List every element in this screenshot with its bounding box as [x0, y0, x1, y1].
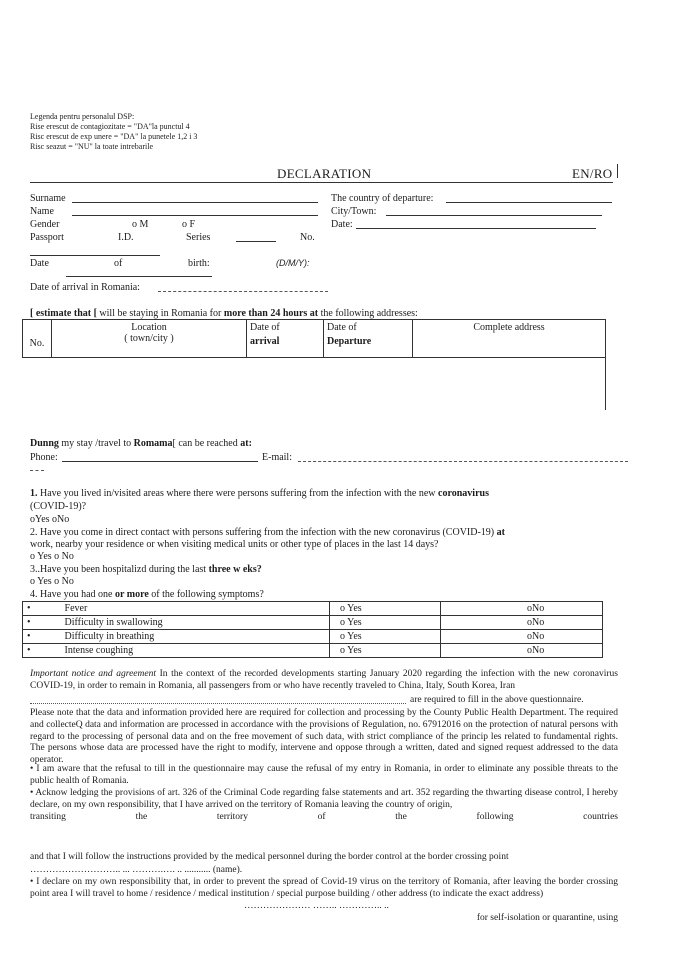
question-3-options[interactable]: o Yes o No	[30, 576, 74, 587]
departure-date-field[interactable]	[356, 228, 596, 229]
question-2-tail: work, nearby your residence or when visiting medical units or other type of places in the last 14 days?	[30, 539, 439, 550]
symptoms-table	[22, 601, 603, 658]
date-format-label: (D/M/Y):	[276, 258, 310, 268]
gender-male-option[interactable]: o M	[132, 219, 149, 230]
id-label: I.D.	[118, 232, 134, 243]
notice-paragraph-3: • I am aware that the refusal to till in the questionnaire may cause the refusal of my entry in Romania, in order to eliminate any possible threats to the public health of Romania.	[30, 764, 618, 786]
birth-date-field[interactable]	[66, 276, 212, 277]
question-1: 1. Have you lived in/visited areas where there were persons suffering from the infection with the new coronavirus	[30, 488, 489, 499]
series-label: Series	[186, 232, 211, 243]
col-location: Location ( town/city )	[52, 320, 247, 358]
symptom-yes-option[interactable]: o Yes	[330, 644, 441, 658]
email-label: E-mail:	[262, 452, 292, 463]
stay-statement: [ estimate that [ will be staying in Romania for more than 24 hours at the following addresses:	[30, 308, 418, 319]
country-departure-field[interactable]	[446, 202, 612, 203]
symptom-yes-option[interactable]: o Yes	[330, 630, 441, 644]
departure-date-label: Date:	[331, 219, 353, 230]
symptom-row	[23, 602, 603, 616]
notice-paragraph-7: for self-isolation or quarantine, using	[476, 913, 618, 923]
surname-label: Surname	[30, 193, 66, 204]
passport-no-label: No.	[300, 232, 315, 243]
notice-paragraph-5: and that I will follow the instructions provided by the medical personnel during the border control at the border crossing point	[30, 852, 509, 862]
symptom-no-option[interactable]: oNo	[441, 644, 603, 658]
legend-line-1: Rise erescut de contagiozitate = "DA"la punctul 4	[30, 122, 190, 131]
question-2-options[interactable]: o Yes o No	[30, 551, 74, 562]
symptom-row	[23, 616, 603, 630]
notice-address-field[interactable]: ………………… …….. ………….. ..	[244, 901, 389, 911]
notice-paragraph-2: Please note that the data and information provided here are required for collection and processing by the County Public Health Department. The required and collecteQ data and information are processed in accordance with the provisions of Regulation, no. 67912016 on the protection of natural persons with regard to the processing of personal data and on the free movement of such data, with strict compliance of the princip les related to fundamental rights. The persons whose data are processed have the right to modify, intervene and oppose through a written, dated and signed request addressed to the data operator.	[30, 708, 618, 766]
notice-transit-line: transiting the territory of the following countries	[30, 812, 618, 822]
date-label: Date	[30, 258, 49, 269]
notice-paragraph-1-end: are required to fill in the above questionnaire.	[410, 695, 584, 705]
passport-label: Passport	[30, 232, 64, 243]
country-departure-label: The country of departure:	[331, 193, 434, 204]
notice-border-point-field[interactable]: ……………………….. ... ……….…. .. ........... (name).	[30, 865, 243, 875]
arrival-date-field[interactable]	[158, 291, 328, 292]
question-3: 3..Have you been hospitalizd during the last three w eks?	[30, 564, 262, 575]
legend-line-2: Risc erescut de exp unere = "DA" la punetele 1,2 i 3	[30, 132, 198, 141]
symptom-name: • Difficulty in breathing	[23, 630, 182, 644]
symptom-no-option[interactable]: oNo	[441, 616, 603, 630]
name-label: Name	[30, 206, 54, 217]
city-field[interactable]	[386, 215, 602, 216]
city-label: City/Town:	[331, 206, 377, 217]
col-departure: Date of Departure	[324, 320, 413, 358]
title-marker	[617, 164, 618, 178]
email-field-continued[interactable]	[30, 470, 44, 471]
name-field[interactable]	[72, 215, 318, 216]
question-1-options[interactable]: oYes oNo	[30, 514, 70, 525]
phone-label: Phone:	[30, 452, 58, 463]
col-arrival: Date of arrival	[247, 320, 324, 358]
symptom-yes-option[interactable]: o Yes	[330, 602, 441, 616]
symptom-name: • Difficulty in swallowing	[23, 616, 182, 630]
language-label: EN/RO	[572, 166, 613, 181]
symptom-name: • Intense coughing	[23, 644, 182, 658]
notice-paragraph-4: • Acknow ledging the provisions of art. 326 of the Criminal Code regarding false statements and art. 352 regarding the thwarting disease control, I hereby declare, on my own responsibility, that I have arrived on the territory of Romania leaving the country of origin,	[30, 788, 618, 810]
notice-countries-field[interactable]	[30, 703, 406, 704]
symptom-name: • Fever	[23, 602, 182, 616]
surname-field[interactable]	[72, 202, 318, 203]
col-address: Complete address	[413, 320, 606, 358]
of-label: of	[114, 258, 123, 269]
series-field[interactable]	[236, 241, 276, 242]
symptom-no-option[interactable]: oNo	[441, 602, 603, 616]
notice-paragraph-1: Important notice and agreement In the context of the recorded developments starting January 2020 regarding the infection with the new coronavirus COVID-19, in order to remain in Romania, all passengers from or who have recently traveled to China, Italy, South Korea, Iran	[30, 669, 618, 691]
symptom-row	[23, 644, 603, 658]
legend-line-3: Risc seazut = "NU" la toate intrebarile	[30, 142, 153, 151]
arrival-date-label: Date of arrival in Romania:	[30, 282, 140, 293]
gender-label: Gender	[30, 219, 60, 230]
gender-female-option[interactable]: o F	[182, 219, 196, 230]
page-title: DECLARATION	[277, 166, 372, 181]
notice-paragraph-6: • I declare on my own responsibility that, in order to prevent the spread of Covid-19 virus on the territory of Romania, after leaving the border crossing point area I will travel to home / residence / medical institution / special purpose building / other address (to indicate the exact address)	[30, 877, 618, 899]
question-4: 4. Have you had one or more of the following symptoms?	[30, 589, 264, 600]
email-field[interactable]	[298, 461, 628, 462]
symptom-row	[23, 630, 603, 644]
symptom-no-option[interactable]: oNo	[441, 630, 603, 644]
col-no: No.	[23, 320, 52, 358]
symptom-yes-option[interactable]: o Yes	[330, 616, 441, 630]
question-1-tail: (COVID-19)?	[30, 501, 87, 512]
contact-statement: Dunng my stay /travel to Romama[ can be reached at:	[30, 438, 252, 449]
table-edge	[605, 358, 606, 410]
phone-field[interactable]	[62, 461, 258, 462]
legend-title: Legenda pentru personalul DSP:	[30, 112, 135, 121]
passport-number-field[interactable]	[30, 255, 160, 256]
title-rule	[30, 182, 613, 183]
birth-label: birth:	[188, 258, 210, 269]
question-2: 2. Have you come in direct contact with persons suffering from the infection with the new coronavirus (COVID-19) at	[30, 527, 505, 538]
address-table	[22, 319, 606, 358]
